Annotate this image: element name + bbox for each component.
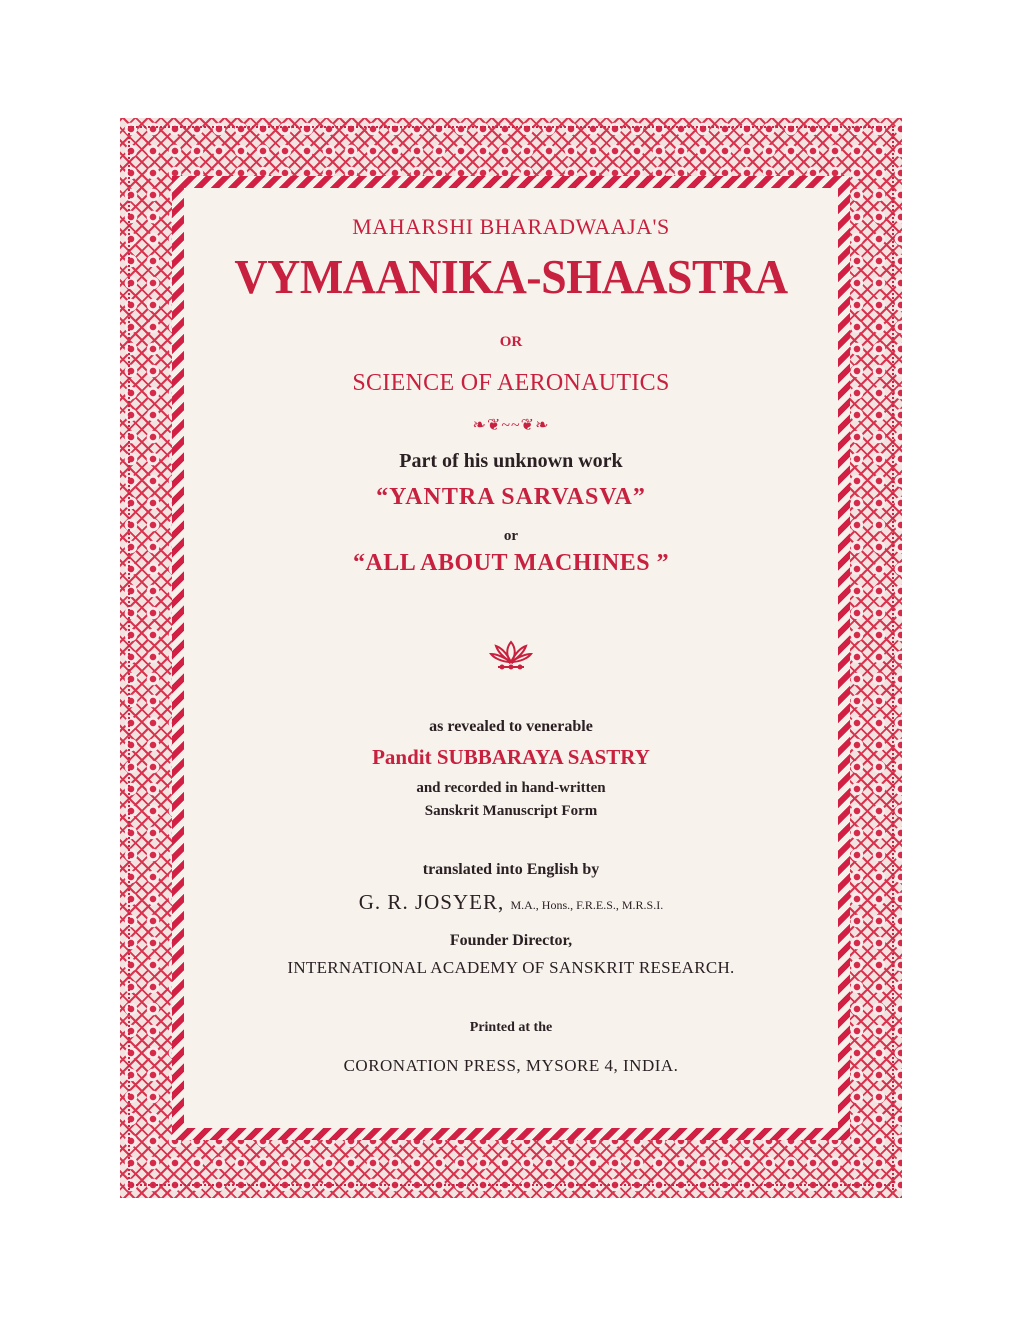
book-subtitle: SCIENCE OF AERONAUTICS xyxy=(352,370,670,396)
printed-at-line: Printed at the xyxy=(469,1020,553,1035)
translator-name: G. R. JOSYER, xyxy=(358,890,505,914)
translator-line xyxy=(184,890,838,915)
lotus-ornament-icon xyxy=(184,638,838,672)
founder-line: Founder Director, xyxy=(449,932,573,949)
book-title: VYMAANIKA-SHAASTRA xyxy=(234,249,788,304)
right-dotted-rule xyxy=(892,126,900,1190)
revealed-line: as revealed to venerable xyxy=(429,718,593,735)
work-title: “YANTRA SARVASVA” xyxy=(376,484,646,510)
book-title-page-scan xyxy=(120,118,902,1198)
part-of-line: Part of his unknown work xyxy=(399,450,623,472)
or-separator: OR xyxy=(499,334,523,350)
or-separator-2: or xyxy=(503,528,519,544)
translator-qualifications: M.A., Hons., F.R.E.S., M.R.S.I. xyxy=(510,898,664,912)
academy-name: INTERNATIONAL ACADEMY OF SANSKRIT RESEARCH. xyxy=(287,958,735,977)
bottom-dotted-rule xyxy=(128,1184,894,1192)
pandit-name: Pandit SUBBARAYA SASTRY xyxy=(372,745,650,769)
title-page-content xyxy=(184,188,838,1128)
top-dotted-rule xyxy=(128,126,894,134)
translated-line: translated into English by xyxy=(422,861,600,878)
press-line: CORONATION PRESS, MYSORE 4, INDIA. xyxy=(343,1056,679,1075)
author-line: MAHARSHI BHARADWAAJA'S xyxy=(352,214,670,239)
work-alt-title: “ALL ABOUT MACHINES ” xyxy=(352,550,670,576)
ornament-divider: ❧❦~~❦❧ xyxy=(472,417,550,434)
left-dotted-rule xyxy=(128,126,136,1190)
recorded-line: and recorded in hand-written xyxy=(416,780,606,796)
manuscript-line: Sanskrit Manuscript Form xyxy=(424,803,598,819)
